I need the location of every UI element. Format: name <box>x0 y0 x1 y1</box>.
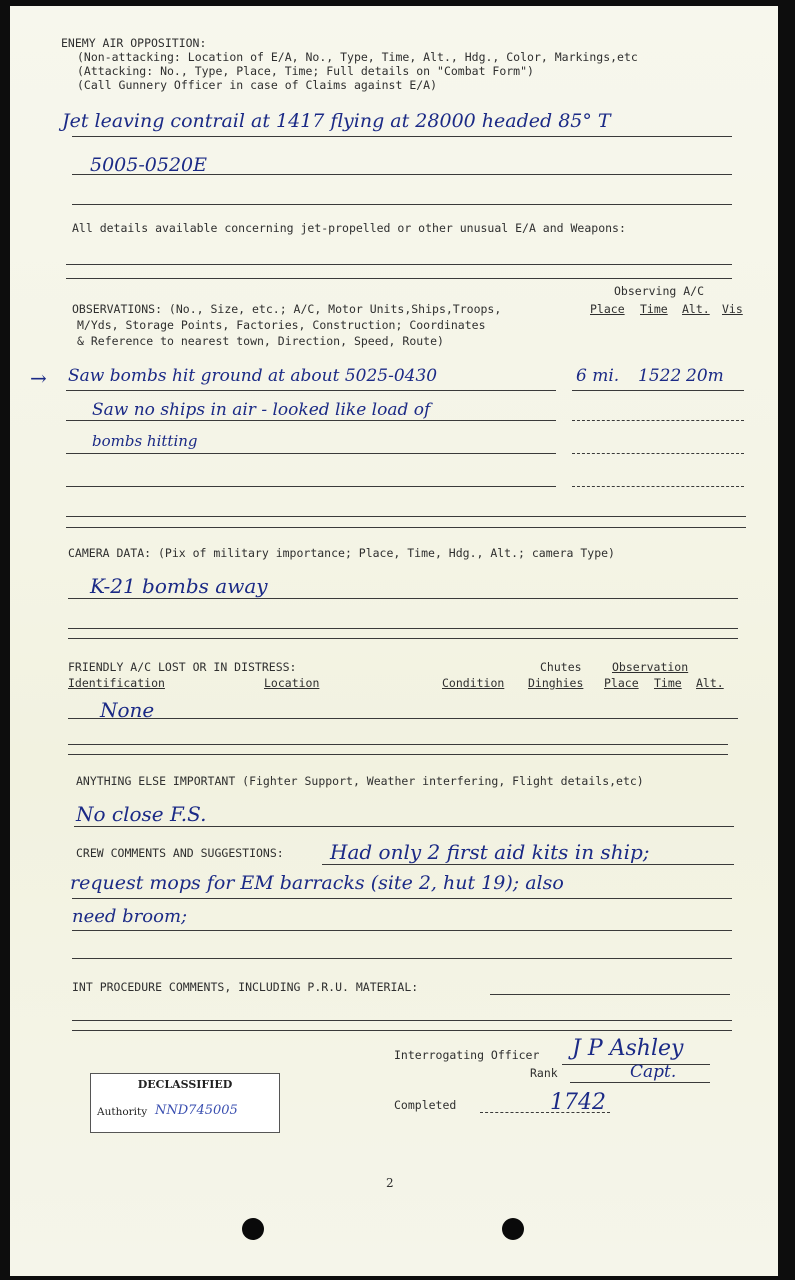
camera-handwritten: K-21 bombs away <box>90 574 268 598</box>
page-number: 2 <box>386 1176 394 1190</box>
col-vis-header: Vis <box>722 302 743 316</box>
observations-handwritten-2: Saw no ships in air - looked like load of <box>92 400 431 420</box>
crew-handwritten-1: Had only 2 first aid kits in ship; <box>330 840 650 864</box>
friendly-label: FRIENDLY A/C LOST OR IN DISTRESS: <box>68 660 297 674</box>
form-line <box>72 898 732 899</box>
time-header: Time <box>654 676 682 690</box>
form-line <box>68 598 738 599</box>
stamp-authority-label: Authority <box>97 1106 148 1118</box>
observations-time-value: 1522 <box>638 366 682 386</box>
identification-header: Identification <box>68 676 165 690</box>
anything-else-label: ANYTHING ELSE IMPORTANT (Fighter Support, Weather interfering, Flight details,etc) <box>76 774 644 788</box>
document-page <box>10 6 778 1276</box>
form-line <box>68 718 738 719</box>
form-line <box>572 390 744 391</box>
place-header: Place <box>604 676 639 690</box>
observations-alt-value: 20m <box>686 366 724 386</box>
form-line <box>480 1112 610 1113</box>
observations-place-value: 6 mi. <box>576 366 620 386</box>
col-alt-header: Alt. <box>682 302 710 316</box>
form-line <box>72 204 732 205</box>
form-line <box>72 1020 732 1021</box>
form-line <box>72 1030 732 1031</box>
enemy-air-heading: ENEMY AIR OPPOSITION: <box>61 36 207 50</box>
form-line <box>322 864 734 865</box>
stamp-title: DECLASSIFIED <box>137 1078 233 1091</box>
enemy-air-instruction-1: (Non-attacking: Location of E/A, No., Type, Time, Alt., Hdg., Color, Markings,etc <box>77 50 638 64</box>
crew-handwritten-2: request mops for EM barracks (site 2, hut 19); also <box>70 872 564 894</box>
stamp-authority-value: NND745005 <box>155 1103 238 1118</box>
int-procedure-label: INT PROCEDURE COMMENTS, INCLUDING P.R.U. MATERIAL: <box>72 980 419 994</box>
location-header: Location <box>264 676 320 690</box>
condition-header: Condition <box>442 676 505 690</box>
form-line <box>570 1082 710 1083</box>
form-line <box>66 453 556 454</box>
form-line <box>72 930 732 931</box>
enemy-air-instruction-3: (Call Gunnery Officer in case of Claims against E/A) <box>77 78 438 92</box>
enemy-air-instruction-2: (Attacking: No., Type, Place, Time; Full details on "Combat Form") <box>77 64 534 78</box>
dinghies-header: Dinghies <box>528 676 584 690</box>
form-line <box>68 754 728 755</box>
enemy-air-handwritten-1: Jet leaving contrail at 1417 flying at 28000 headed 85° T <box>62 110 611 132</box>
declassified-stamp <box>90 1073 280 1133</box>
enemy-air-handwritten-2: 5005-0520E <box>90 154 207 176</box>
observations-handwritten-3: bombs hitting <box>92 432 198 450</box>
alt-header: Alt. <box>696 676 724 690</box>
arrow-mark: → <box>30 366 47 390</box>
form-line <box>490 994 730 995</box>
anything-else-handwritten: No close F.S. <box>76 802 207 826</box>
officer-signature: J P Ashley <box>572 1036 684 1061</box>
form-line <box>72 958 732 959</box>
rank-value: Capt. <box>630 1062 677 1082</box>
form-line <box>66 527 746 528</box>
observations-label-1: OBSERVATIONS: (No., Size, etc.; A/C, Motor Units,Ships,Troops, <box>72 302 502 316</box>
form-line <box>572 486 744 487</box>
completed-label: Completed <box>394 1098 457 1112</box>
observation-header: Observation <box>612 660 689 674</box>
form-line <box>72 136 732 137</box>
col-time-header: Time <box>640 302 668 316</box>
observing-ac-header: Observing A/C <box>614 284 705 298</box>
crew-handwritten-3: need broom; <box>72 906 188 927</box>
form-line <box>66 420 556 421</box>
form-line <box>572 420 744 421</box>
observations-handwritten-1: Saw bombs hit ground at about 5025-0430 <box>68 366 438 386</box>
interrogating-officer-label: Interrogating Officer <box>394 1048 540 1062</box>
form-line <box>66 486 556 487</box>
form-line <box>74 826 734 827</box>
chutes-header: Chutes <box>540 660 582 674</box>
form-line <box>68 638 738 639</box>
form-line <box>66 390 556 391</box>
form-line <box>68 744 728 745</box>
jet-label: All details available concerning jet-propelled or other unusual E/A and Weapons: <box>72 221 626 235</box>
friendly-handwritten: None <box>100 698 155 722</box>
form-line <box>572 453 744 454</box>
form-line <box>72 174 732 175</box>
form-line <box>68 628 738 629</box>
col-place-header: Place <box>590 302 625 316</box>
observations-label-3: & Reference to nearest town, Direction, Speed, Route) <box>77 334 444 348</box>
camera-label: CAMERA DATA: (Pix of military importance; Place, Time, Hdg., Alt.; camera Type) <box>68 546 615 560</box>
rank-label: Rank <box>530 1066 558 1080</box>
completed-time: 1742 <box>550 1090 606 1115</box>
punch-hole <box>502 1218 524 1240</box>
observations-label-2: M/Yds, Storage Points, Factories, Construction; Coordinates <box>77 318 486 332</box>
form-line <box>66 264 732 265</box>
crew-comments-label: CREW COMMENTS AND SUGGESTIONS: <box>76 846 284 860</box>
form-line <box>66 278 732 279</box>
form-line <box>66 516 746 517</box>
punch-hole <box>242 1218 264 1240</box>
